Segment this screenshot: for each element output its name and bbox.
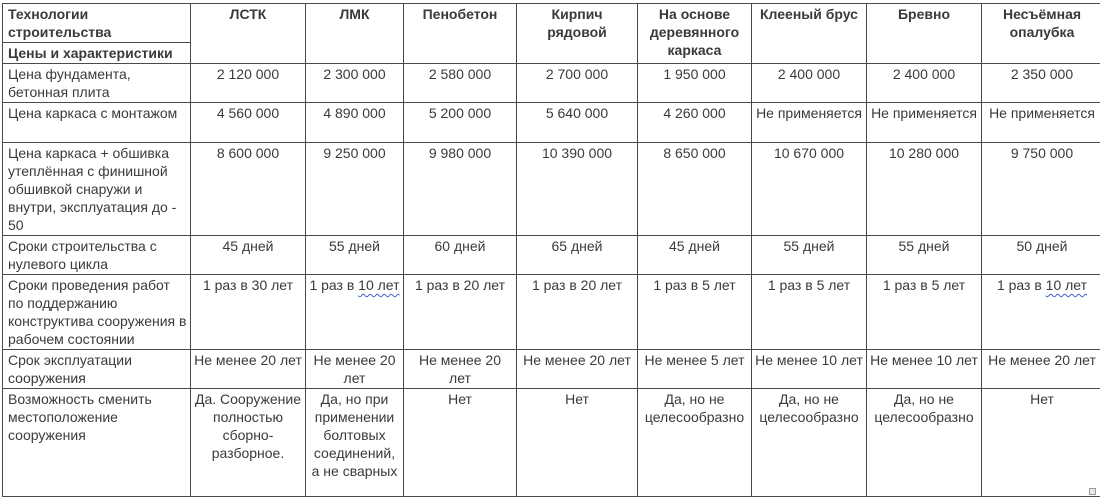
table-cell: 8 600 000 — [191, 143, 306, 236]
table-cell: 60 дней — [404, 236, 517, 275]
table-row — [3, 143, 1100, 236]
column-header: Пенобетон — [404, 4, 517, 64]
construction-technologies-comparison-table — [2, 3, 1100, 497]
table-cell: 4 890 000 — [306, 103, 404, 143]
table-row — [3, 275, 1100, 350]
table-cell: Не менее 20 лет — [517, 350, 638, 389]
column-header: ЛМК — [306, 4, 404, 64]
table-cell: 65 дней — [517, 236, 638, 275]
table-cell: 2 300 000 — [306, 64, 404, 103]
row-label: Сроки проведения работ по поддержанию конструктива сооружения в рабочем состоянии — [3, 275, 191, 350]
corner-header-title: Технологии строительства — [3, 4, 191, 43]
column-header: ЛСТК — [191, 4, 306, 64]
table-cell: Не менее 5 лет — [638, 350, 752, 389]
table-cell: Не менее 10 лет — [752, 350, 867, 389]
row-label: Срок эксплуатации сооружения — [3, 350, 191, 389]
table-cell: 9 750 000 — [982, 143, 1100, 236]
table-cell: Да, но не целесообразно — [867, 389, 982, 497]
table-row — [3, 389, 1100, 497]
table-cell: Нет — [982, 389, 1100, 497]
table-row — [3, 103, 1100, 143]
table-cell: Нет — [404, 389, 517, 497]
column-header: Кирпич рядовой — [517, 4, 638, 64]
column-header: Клееный брус — [752, 4, 867, 64]
table-cell: Не менее 20 лет — [982, 350, 1100, 389]
table-cell: 4 560 000 — [191, 103, 306, 143]
table-cell: Не менее 20 лет — [306, 350, 404, 389]
table-cell: 2 400 000 — [867, 64, 982, 103]
table-cell: 8 650 000 — [638, 143, 752, 236]
table-cell: Да, но не целесообразно — [752, 389, 867, 497]
table-cell: 1 раз в 30 лет — [191, 275, 306, 350]
table-cell: Да, но не целесообразно — [638, 389, 752, 497]
table-cell: 2 580 000 — [404, 64, 517, 103]
row-label: Цена каркаса с монтажом — [3, 103, 191, 143]
table-cell: Да. Сооружение полностью сборно-разборное. — [191, 389, 306, 497]
table-cell: 55 дней — [306, 236, 404, 275]
table-row — [3, 236, 1100, 275]
column-header: На основе деревянного каркаса — [638, 4, 752, 64]
table-cell: 5 640 000 — [517, 103, 638, 143]
spellcheck-underlined-text: 10 лет — [1046, 277, 1087, 293]
table-cell: Не применяется — [867, 103, 982, 143]
table-cell: 10 670 000 — [752, 143, 867, 236]
spellcheck-underlined-text: 10 лет — [358, 277, 399, 293]
table-cell: 4 260 000 — [638, 103, 752, 143]
row-label: Цена фундамента, бетонная плита — [3, 64, 191, 103]
table-cell: Нет — [517, 389, 638, 497]
table-cell: 1 раз в 5 лет — [752, 275, 867, 350]
table-body — [3, 64, 1100, 497]
column-header: Несъёмная опалубка — [982, 4, 1100, 64]
table-cell: 2 120 000 — [191, 64, 306, 103]
table-cell: 1 раз в 20 лет — [517, 275, 638, 350]
table-cell: Не менее 20 лет — [191, 350, 306, 389]
table-row — [3, 64, 1100, 103]
table-cell: 10 390 000 — [517, 143, 638, 236]
table-cell: 1 950 000 — [638, 64, 752, 103]
table-cell: 55 дней — [867, 236, 982, 275]
table-row — [3, 350, 1100, 389]
table-cell: 2 350 000 — [982, 64, 1100, 103]
table-cell: 2 700 000 — [517, 64, 638, 103]
table-cell: 5 200 000 — [404, 103, 517, 143]
table-cell: 45 дней — [638, 236, 752, 275]
column-header: Бревно — [867, 4, 982, 64]
table-cell: Не применяется — [982, 103, 1100, 143]
row-label: Цена каркаса + обшивка утеплённая с финишной обшивкой снаружи и внутри, эксплуатация до - 50 — [3, 143, 191, 236]
table-cell: 1 раз в 5 лет — [867, 275, 982, 350]
table-resize-handle-icon[interactable] — [1089, 488, 1096, 495]
table-cell: Да, но при применении болтовых соединений, а не сварных — [306, 389, 404, 497]
table-cell: 45 дней — [191, 236, 306, 275]
table-cell: 1 раз в 10 лет — [982, 275, 1100, 350]
table-cell: 9 250 000 — [306, 143, 404, 236]
table-cell: 1 раз в 10 лет — [306, 275, 404, 350]
row-label: Возможность сменить местоположение сооружения — [3, 389, 191, 497]
table-cell: Не применяется — [752, 103, 867, 143]
table-cell: 50 дней — [982, 236, 1100, 275]
table-header — [3, 4, 1100, 64]
table-cell: 9 980 000 — [404, 143, 517, 236]
table-cell: 1 раз в 20 лет — [404, 275, 517, 350]
table-cell: Не менее 20 лет — [404, 350, 517, 389]
table-cell: Не менее 10 лет — [867, 350, 982, 389]
table-cell: 10 280 000 — [867, 143, 982, 236]
row-label: Сроки строительства с нулевого цикла — [3, 236, 191, 275]
table-cell: 2 400 000 — [752, 64, 867, 103]
table-cell: 55 дней — [752, 236, 867, 275]
table-cell: 1 раз в 5 лет — [638, 275, 752, 350]
corner-header-subtitle: Цены и характеристики — [3, 43, 191, 64]
